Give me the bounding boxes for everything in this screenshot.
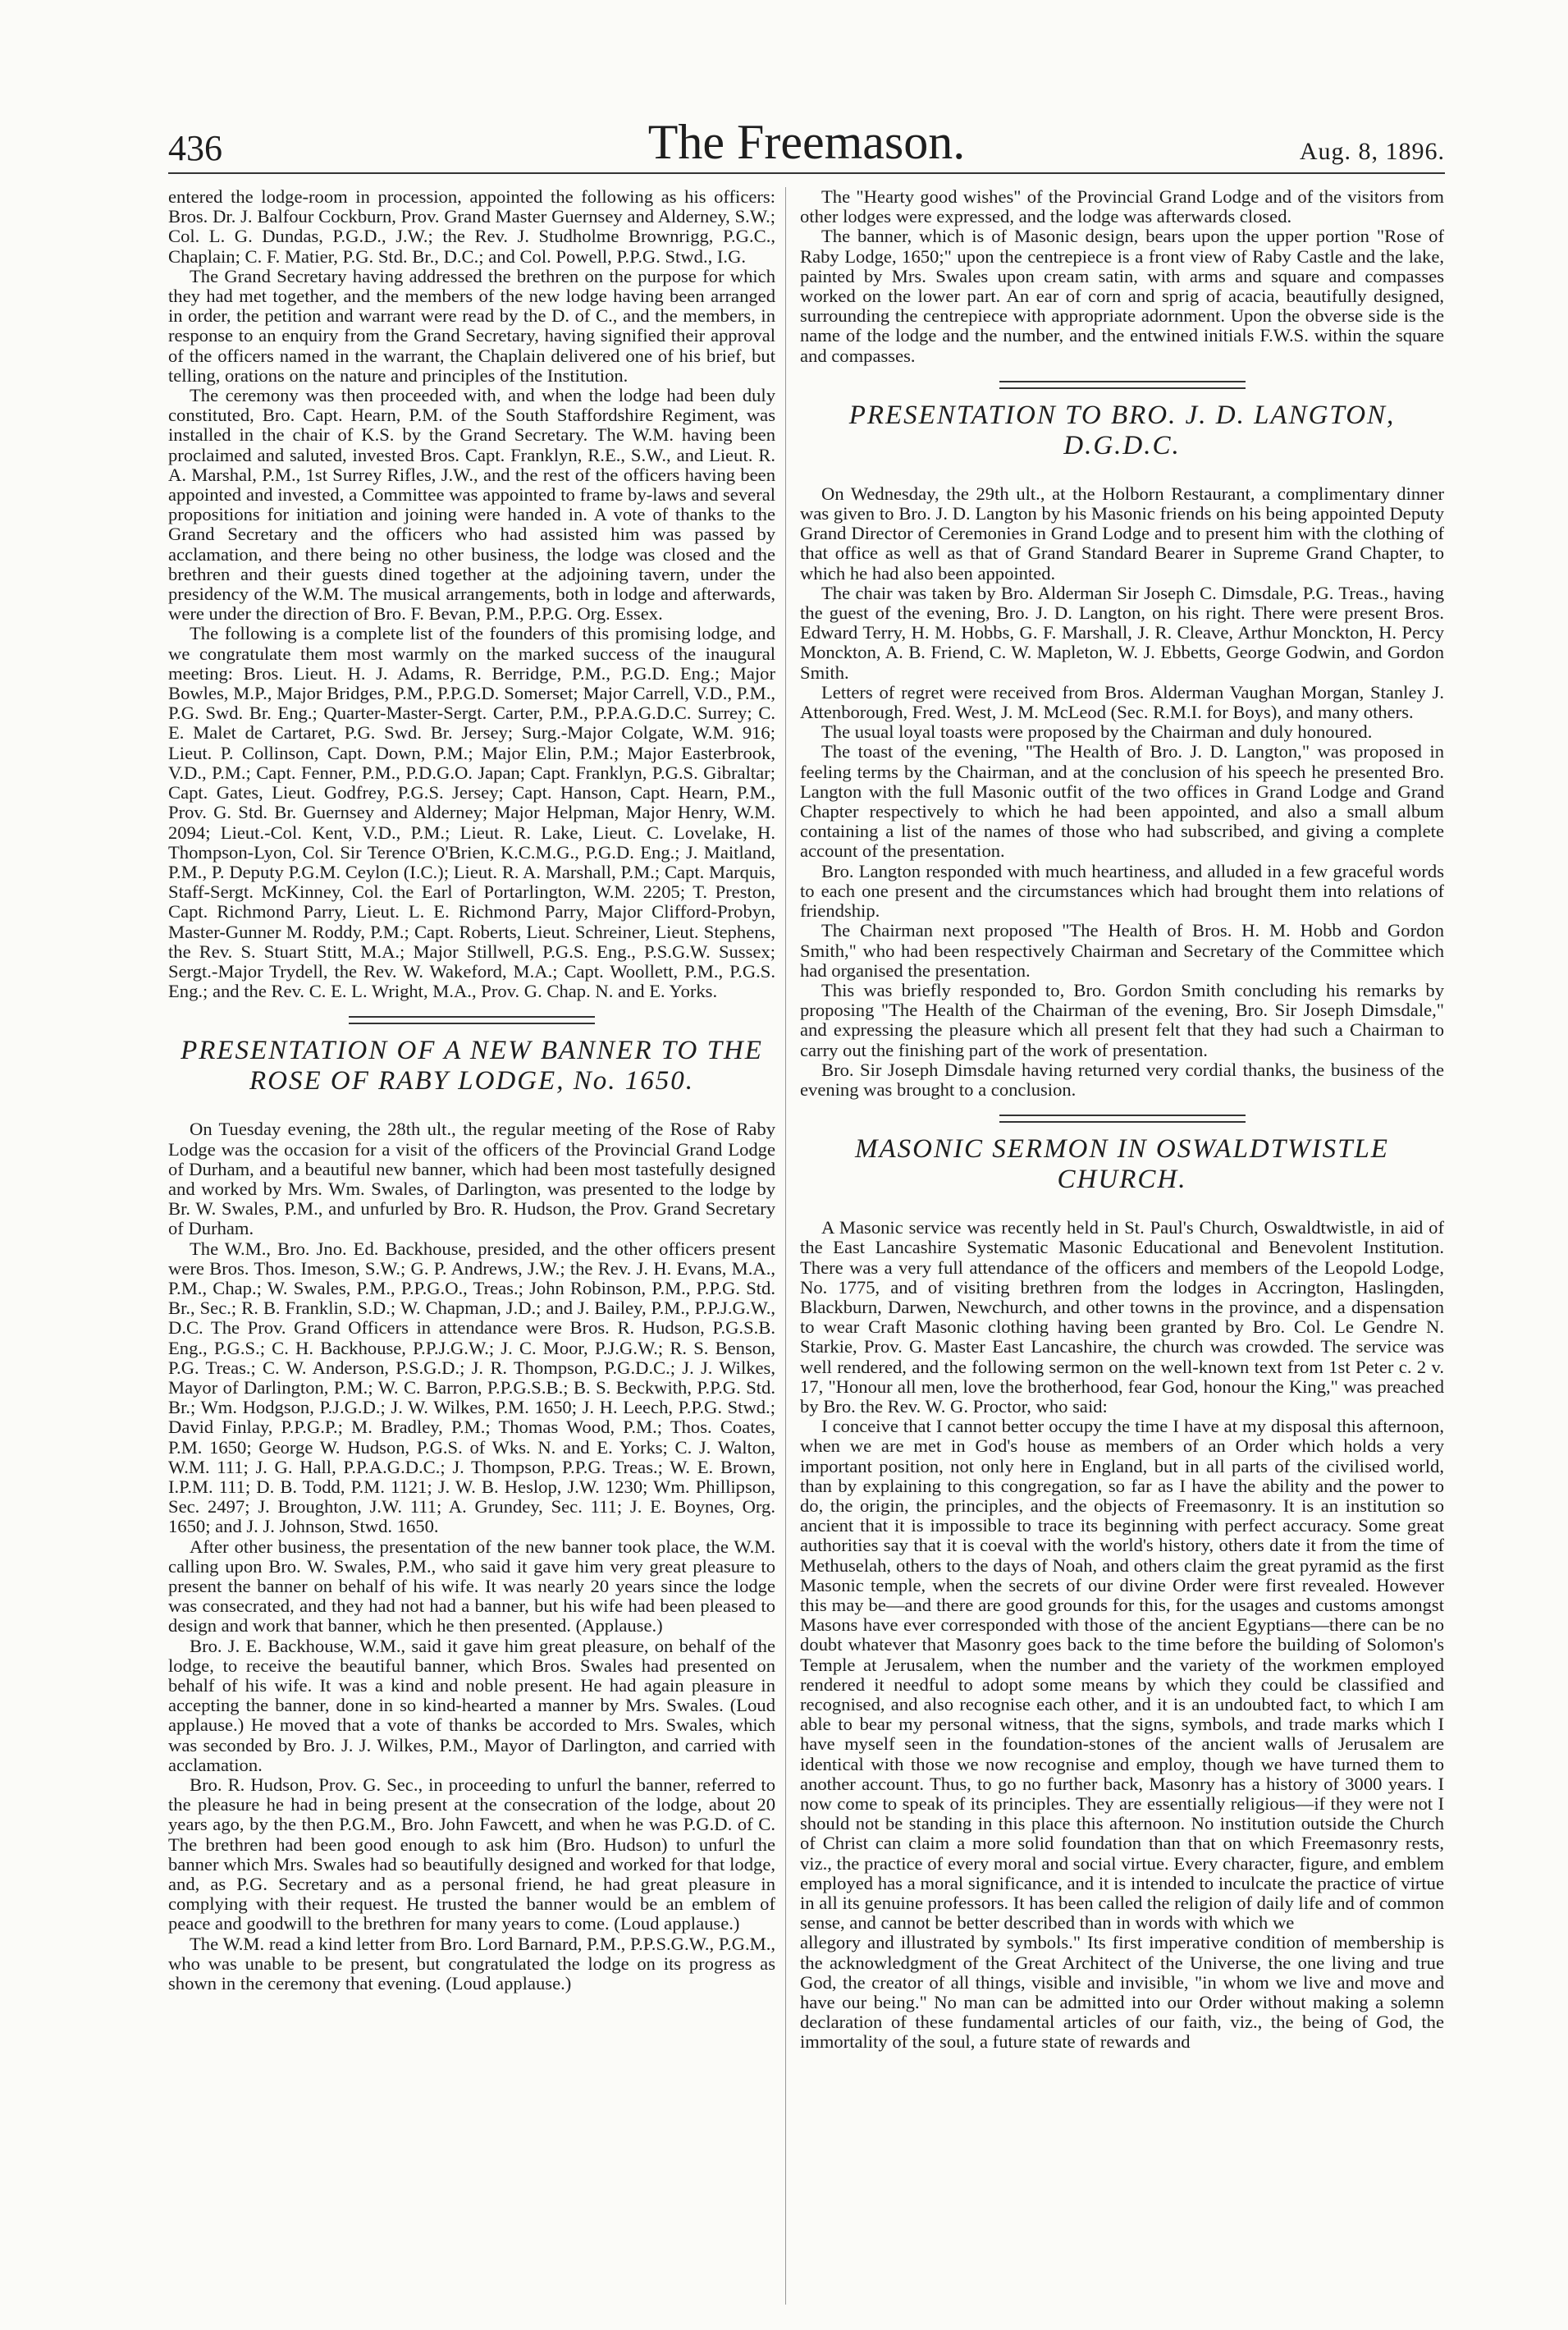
paragraph: The Chairman next proposed "The Health of Bros. H. M. Hobb and Gordon Smith," who had been respectively Chairman and Secretary of the Committee which had organised the presentation. [800,920,1444,981]
page-number: 436 [168,128,222,168]
paragraph: Bro. R. Hudson, Prov. G. Sec., in proceeding to unfurl the banner, referred to the pleasure he had in being present at the consecration of the lodge, about 20 years ago, by the then P.G.M., Bro. John Fawcett, and when he was P.G.D. of C. The brethren had been good enough to ask him (Bro. Hudson) to unfurl the banner which Mrs. Swales had so beautifully designed and worked for that lodge, and, as P.G. Secretary and as a personal friend, he had great pleasure in complying with their request. He trusted the banner would be an emblem of peace and goodwill to the brethren for many years to come. (Loud applause.) [168,1774,775,1934]
section-divider [999,381,1246,389]
paragraph: On Wednesday, the 29th ult., at the Holborn Restaurant, a complimentary dinner was given to Bro. J. D. Langton by his Masonic friends on his being appointed Deputy Grand Director of Ceremonies in Grand Lodge and to present him with the clothing of that office as well as that of Grand Standard Bearer in Supreme Grand Chapter, to which he had also been appointed. [800,483,1444,584]
left-column [168,187,786,2305]
paragraph: Bro. J. E. Backhouse, W.M., said it gave him great pleasure, on behalf of the lodge, to receive the beautiful banner, which Bros. Swales had presented on behalf of his wife. It was a kind and noble present. He had again pleasure in accepting the banner, done in so kind-hearted a manner by Mrs. Swales. (Loud applause.) He moved that a vote of thanks be accorded to Mrs. Swales, which was seconded by Bro. J. J. Wilkes, P.M., Mayor of Darlington, and carried with acclamation. [168,1635,775,1775]
section-divider [999,1115,1246,1123]
paragraph: Bro. Sir Joseph Dimsdale having returned very cordial thanks, the business of the evening was brought to a conclusion. [800,1059,1444,1100]
paragraph: entered the lodge-room in procession, appointed the following as his officers: Bros. Dr. J. Balfour Cockburn, Prov. Grand Master Guernsey and Alderney, S.W.; Col. L. G. Dundas, P.G.D., J.W.; the Rev. J. Studholme Brownrigg, P.G.C., Chaplain; C. F. Matier, P.G. Std. Br., D.C.; and Col. Powell, P.P.G. Stwd., I.G. [168,186,775,267]
page-header [168,107,1445,174]
paragraph: The "Hearty good wishes" of the Provincial Grand Lodge and of the visitors from other lodges were expressed, and the lodge was afterwards closed. [800,186,1444,227]
issue-date: Aug. 8, 1896. [1299,138,1445,165]
paragraph: The usual loyal toasts were proposed by the Chairman and duly honoured. [821,721,1373,743]
paragraph: The W.M., Bro. Jno. Ed. Backhouse, presided, and the other officers present were Bros. Thos. Imeson, S.W.; G. P. Andrews, J.W.; the Rev. J. H. Evans, M.A., P.M., Chap.; W. Swales, P.M., P.P.G.O., Treas.; John Robinson, P.M., P.P.G. Std. Br., Sec.; R. B. Franklin, S.D.; W. Chapman, J.D.; and J. Bailey, P.M., P.P.J.G.W., D.C. The Prov. Grand Officers in attendance were Bros. R. Hudson, P.G.S.B. Eng., P.G.S.; C. H. Backhouse, P.P.J.G.W.; J. C. Moor, P.J.G.W.; R. S. Benson, P.G. Treas.; C. W. Anderson, P.S.G.D.; J. R. Thompson, P.G.D.C.; J. J. Wilkes, Mayor of Darlington, P.M.; W. C. Barron, P.P.G.S.B.; B. S. Beckwith, P.P.G. Std. Br.; Wm. Hodgson, P.J.G.D.; J. W. Wilkes, P.M. 1650; J. H. Leech, P.P.G. Stwd.; David Finlay, P.P.G.P.; M. Bradley, P.M.; Thomas Wood, P.M.; Thos. Coates, P.M. 1650; George W. Hudson, P.G.S. of Wks. N. and E. Yorks; C. J. Walton, W.M. 111; J. G. Hall, P.P.A.G.D.C.; J. Thompson, P.P.G. Treas.; W. E. Brown, I.P.M. 111; D. B. Todd, P.M. 1121; J. W. B. Heslop, J.W. 1230; Wm. Phillipson, Sec. 2497; J. Broughton, J.W. 111; A. Grundey, Sec. 111; J. E. Boynes, Org. 1650; and J. J. Johnson, Stwd. 1650. [168,1238,775,1537]
paragraph: The W.M. read a kind letter from Bro. Lord Barnard, P.M., P.P.S.G.W., P.G.M., who was unable to be present, but congratulated the lodge on its progress as shown in the ceremony that evening. (Loud applause.) [168,1933,775,1994]
paragraph: After other business, the presentation of the new banner took place, the W.M. calling upon Bro. W. Swales, P.M., who said it gave him very great pleasure to present the banner on behalf of his wife. It was nearly 20 years since the lodge was consecrated, and they had not had a banner, but his wife had been pleased to design and work that banner, which he then presented. (Applause.) [168,1536,775,1636]
article-heading-sermon: MASONIC SERMON IN OSWALDTWISTLE CHURCH. [855,1134,1389,1195]
paragraph: Letters of regret were received from Bros. Alderman Vaughan Morgan, Stanley J. Attenborough, Fred. West, J. M. McLeod (Sec. R.M.I. for Boys), and many others. [800,681,1444,723]
paragraph: Bro. Langton responded with much heartiness, and alluded in a few graceful words to each one present and the circumstances which had brought them into relations of friendship. [800,860,1444,922]
paragraph: The chair was taken by Bro. Alderman Sir Joseph C. Dimsdale, P.G. Treas., having the guest of the evening, Bro. J. D. Langton, on his right. There were present Bros. Edward Terry, H. M. Hobbs, G. F. Marshall, J. R. Cleave, Arthur Monckton, H. Percy Monckton, A. B. Friend, C. W. Mapleton, W. J. Ebbetts, George Godwin, and Gordon Smith. [800,582,1444,683]
right-column [800,187,1444,2305]
article-heading-banner: PRESENTATION OF A NEW BANNER TO THE ROSE OF RABY LODGE, No. 1650. [181,1036,763,1096]
paragraph: The toast of the evening, "The Health of Bro. J. D. Langton," was proposed in feeling terms by the Chairman, and at the conclusion of his speech he presented Bro. Langton with the full Masonic outfit of the two offices in Grand Lodge and Grand Chapter respectively to which he had been appointed, and also a small album containing a list of the names of those who had subscribed, and giving a complete account of the presentation. [800,741,1444,862]
paragraph: A Masonic service was recently held in St. Paul's Church, Oswaldtwistle, in aid of the East Lancashire Systematic Masonic Educational and Benevolent Institution. There was a very full attendance of the officers and members of the Leopold Lodge, No. 1775, and of visiting brethren from the lodges in Accrington, Haslingden, Blackburn, Darwen, Newchurch, and other towns in the province, and a dispensation to wear Craft Masonic clothing having been granted by Bro. Col. Le Gendre N. Starkie, Prov. G. Master East Lancashire, the church was crowded. The service was well rendered, and the following sermon on the well-known text from 1st Peter c. 2 v. 17, "Honour all men, love the brotherhood, fear God, honour the King," was preached by Bro. the Rev. W. G. Proctor, who said: [800,1217,1444,1417]
paragraph: The ceremony was then proceeded with, and when the lodge had been duly constituted, Bro. Capt. Hearn, P.M. of the South Staffordshire Regiment, was installed in the chair of K.S. by the Grand Secretary. The W.M. having been proclaimed and saluted, invested Bros. Capt. Franklyn, R.E., S.W., and Lieut. R. A. Marshal, P.M., 1st Surrey Rifles, J.W., and the rest of the officers having been appointed and invested, a Committee was appointed to frame by-laws and several propositions for initiation and joining were handed in. A vote of thanks to the Grand Secretary and the officers who had assisted him was passed by acclamation, and there being no other business, the lodge was closed and the brethren and their guests dined together at the adjoining tavern, under the presidency of the W.M. The musical arrangements, both in lodge and afterwards, were under the direction of Bro. F. Bevan, P.M., P.P.G. Org. Essex. [168,385,775,625]
paragraph: The following is a complete list of the founders of this promising lodge, and we congratulate them most warmly on the marked success of the inaugural meeting: Bros. Lieut. H. J. Adams, R. Berridge, P.M., P.G.D. Eng.; Major Bowles, M.P., Major Bridges, P.M., P.P.G.D. Somerset; Major Carrell, V.D., P.M., P.G. Swd. Br. Eng.; Quarter-Master-Sergt. Carter, P.M., P.P.A.G.D.C. Surrey; C. E. Malet de Cartaret, P.G. Swd. Br. Jersey; Surg.-Major Colgate, W.M. 916; Lieut. P. Collinson, Capt. Down, P.M.; Major Elin, P.M.; Major Easterbrook, V.D., P.M.; Capt. Fenner, P.M., P.D.G.O. Japan; Capt. Franklyn, P.G.S. Gibraltar; Capt. Gates, Lieut. Godfrey, P.G.S. Jersey; Capt. Hanson, Capt. Hearn, P.M., Prov. G. Std. Br. Guernsey and Alderney; Major Helpman, Major Henry, W.M. 2094; Lieut.-Col. Kent, V.D., P.M.; Lieut. R. Lake, Lieut. C. Lovelake, H. Thompson-Lyon, Col. Sir Terence O'Brien, K.C.M.G., P.G.D. Eng.; J. Maitland, P.M., P. Deputy P.G.M. Ceylon (I.C.); Lieut. R. A. Marshall, P.M.; Capt. Marquis, Staff-Sergt. McKinney, Col. the Earl of Portarlington, W.M. 2205; T. Preston, Capt. Richmond Parry, Lieut. L. E. Richmond Parry, Major Clifford-Probyn, Master-Gunner M. Roddy, P.M.; Capt. Roberts, Lieut. Schreiner, Lieut. Stephens, the Rev. S. Stuart Stitt, M.A.; Major Stillwell, P.G.S. Eng., P.S.G.W. Sussex; Sergt.-Major Trydell, the Rev. W. Wakeford, M.A.; Capt. Woollett, P.M., P.G.S. Eng.; and the Rev. C. E. L. Wright, M.A., Prov. G. Chap. N. and E. Yorks. [168,623,775,1002]
paragraph: allegory and illustrated by symbols." Its first imperative condition of membership is the acknowledgment of the Great Architect of the Universe, the one living and true God, the creator of all things, visible and invisible, "in whom we live and move and have our being." No man can be admitted into our Order without making a solemn declaration of these fundamental articles of our faith, viz., the being of God, the immortality of the soul, a future state of rewards and [800,1932,1444,2053]
paragraph: I conceive that I cannot better occupy the time I have at my disposal this afternoon, when we are met in God's house as members of an Order which holds a very important position, not only here in England, but in all parts of the civilised world, than by explaining to this congregation, so far as I have the ability and the power to do, the origin, the principles, and the objects of Freemasonry. It is an institution so ancient that it is impossible to trace its beginning with perfect accuracy. Some great authorities say that it is coeval with the world's history, others date it from the time of Methuselah, others to the days of Noah, and others claim the great pyramid as the first Masonic temple, when the secrets of our divine Order were first revealed. However this may be—and there are good grounds for this, for the usages and customs amongst Masons have ever corresponded with those of the ancient Egyptians—there can be no doubt whatever that Masonry goes back to the time before the building of Solomon's Temple at Jerusalem, when the number and the variety of the workmen employed rendered it needful to adopt some means by which they could be classified and recognised, and also recognise each other, and it is an undoubted fact, to which I am able to bear my personal witness, that the signs, symbols, and trade marks which I have myself seen in the foundation-stones of the ancient walls of Jerusalem are identical with those we now recognise and employ, though we have turned them to another account. Thus, to go no further back, Masonry has a history of 3000 years. I now come to speak of its principles. They are essentially religious—if they were not I should not be standing in this place this afternoon. No institution outside the Church of Christ can claim a more solid foundation than that on which Freemasonry rests, viz., the practice of every moral and social virtue. Every character, figure, and emblem employed has a moral significance, and it is intended to inculcate the practice of virtue in all its genuine professors. It has been called the religion of daily life and of common sense, and cannot be better described than in words with which we [800,1416,1444,1934]
paragraph: On Tuesday evening, the 28th ult., the regular meeting of the Rose of Raby Lodge was the occasion for a visit of the officers of the Provincial Grand Lodge of Durham, and a beautiful new banner, which had been most tastefully designed and worked by Mrs. Wm. Swales, of Darlington, was presented to the lodge by Br. W. Swales, P.M., and unfurled by Bro. R. Hudson, the Prov. Grand Secretary of Durham. [168,1119,775,1239]
paragraph: The Grand Secretary having addressed the brethren on the purpose for which they had met together, and the members of the new lodge having been arranged in order, the petition and warrant were read by the D. of C., and the members, in response to an enquiry from the Grand Secretary, having signified their approval of the officers named in the warrant, the Chaplain delivered one of his brief, but telling, orations on the nature and principles of the Institution. [168,265,775,386]
paragraph: This was briefly responded to, Bro. Gordon Smith concluding his remarks by proposing "The Health of the Chairman of the evening, Bro. Sir Joseph Dimsdale," and expressing the pleasure which all present felt that they had such a Chairman to carry out the finishing part of the work of presentation. [800,979,1444,1060]
article-heading-langton: PRESENTATION TO BRO. J. D. LANGTON, D.G.D.C. [848,400,1396,460]
masthead-title: The Freemason. [647,115,966,169]
section-divider [349,1016,595,1024]
paragraph: The banner, which is of Masonic design, bears upon the upper portion "Rose of Raby Lodge, 1650;" upon the centrepiece is a front view of Raby Castle and the lake, painted by Mrs. Swales upon cream satin, with arms and square and compasses worked on the lower part. An ear of corn and sprig of acacia, beautifully designed, surrounding the centrepiece with appropriate adornment. Upon the obverse side is the name of the lodge and the number, and the entwined initials F.W.S. within the square and compasses. [800,226,1444,366]
